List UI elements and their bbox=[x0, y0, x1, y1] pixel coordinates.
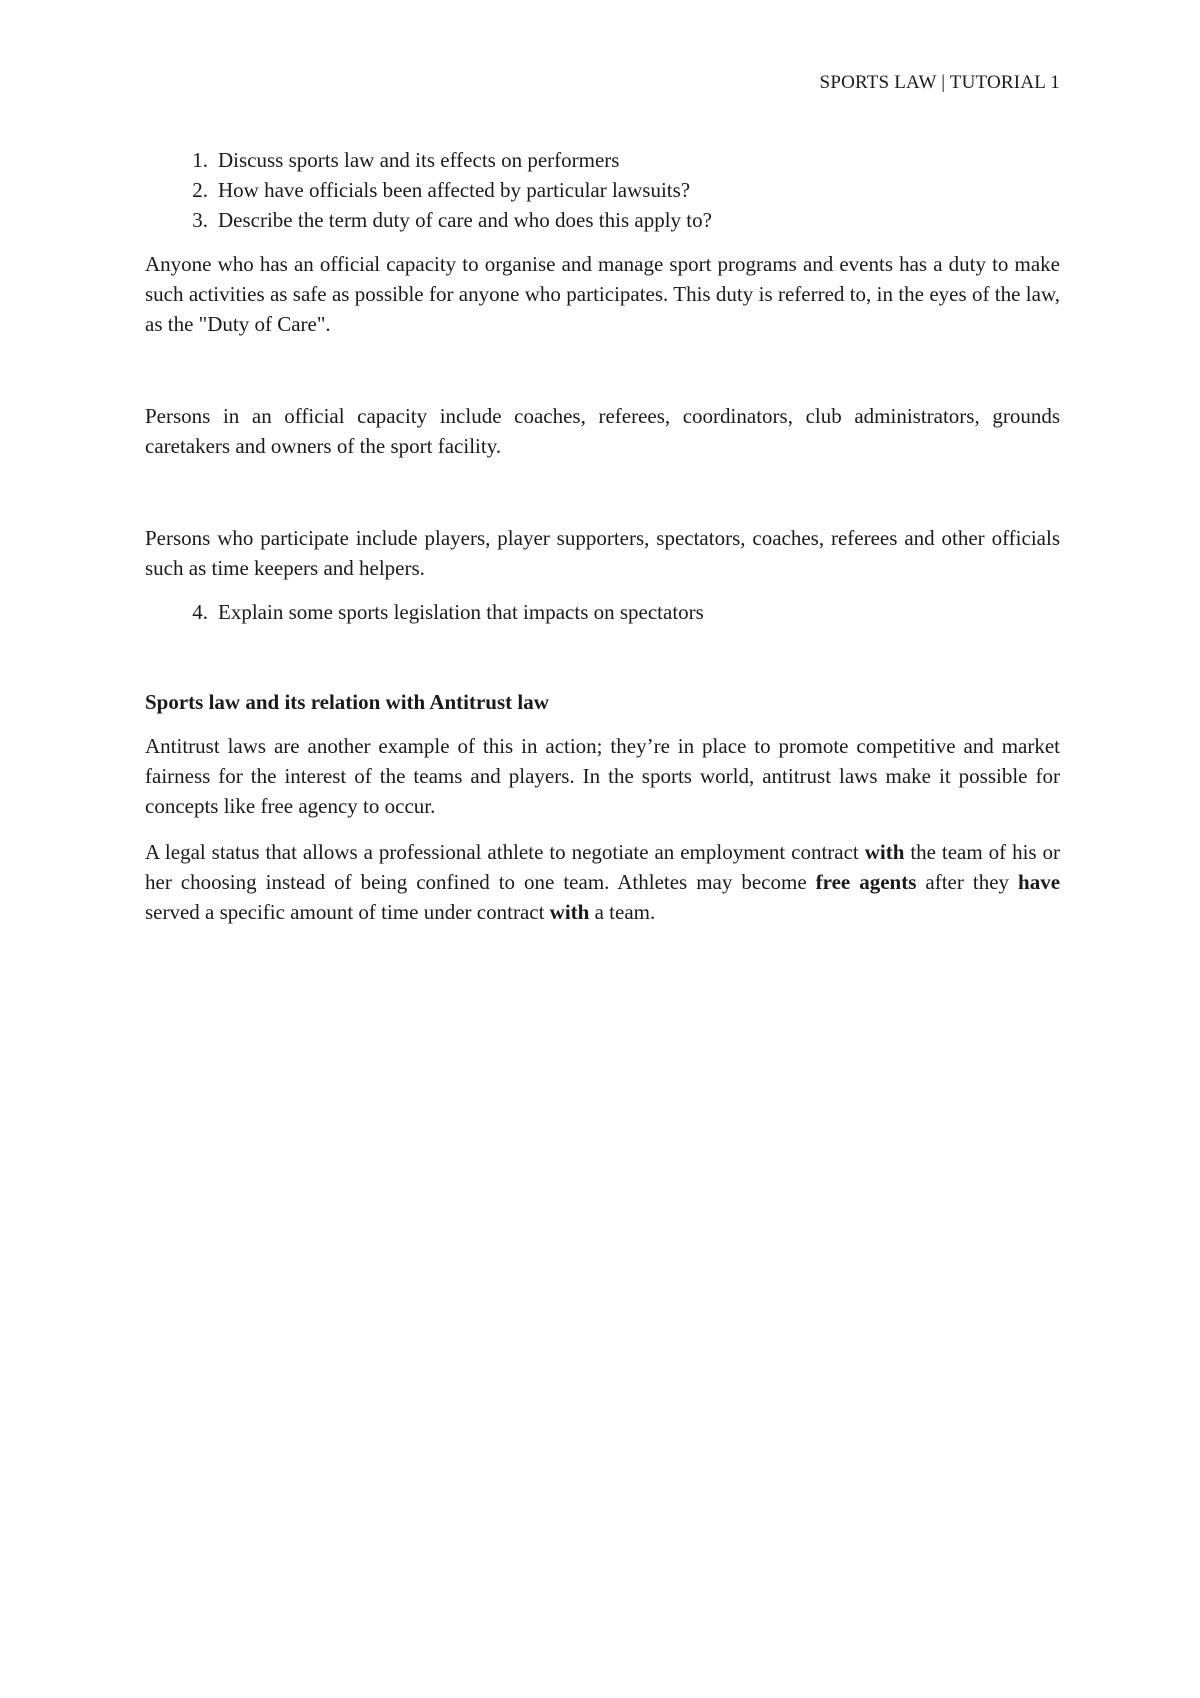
list-item bbox=[145, 145, 1060, 175]
page-header: SPORTS LAW | TUTORIAL 1 bbox=[819, 72, 1060, 93]
list-item bbox=[145, 205, 1060, 235]
text-run: after they bbox=[916, 870, 1019, 894]
text-run: a team. bbox=[589, 900, 656, 924]
question-list bbox=[145, 145, 1060, 235]
bold-text: with bbox=[864, 840, 905, 864]
question-list bbox=[145, 597, 1060, 627]
participants-paragraph: Persons who participate include players, player supporters, spectators, coaches, referees and other officials such as time keepers and helpers. bbox=[145, 526, 1060, 580]
bold-text: free agents bbox=[815, 870, 917, 894]
list-number: 2. bbox=[192, 178, 208, 202]
list-item bbox=[145, 175, 1060, 205]
list-item-text: How have officials been affected by particular lawsuits? bbox=[218, 178, 691, 202]
list-item bbox=[145, 597, 1060, 627]
list-item-text: Describe the term duty of care and who does this apply to? bbox=[218, 208, 712, 232]
duty-of-care-paragraph: Anyone who has an official capacity to organise and manage sport programs and events has a duty to make such activities as safe as possible for anyone who participates. This duty is referred to, in the eyes of the law, as the "Duty of Care". bbox=[145, 252, 1060, 336]
list-number: 4. bbox=[192, 600, 208, 624]
document-body bbox=[145, 145, 1060, 927]
list-item-text: Explain some sports legislation that impacts on spectators bbox=[218, 600, 704, 624]
text-run: served a specific amount of time under contract bbox=[145, 900, 550, 924]
text-run: the team of his or her choosing instead of being confined to one team. Athletes may become bbox=[145, 840, 1060, 894]
free-agent-paragraph bbox=[145, 837, 1060, 927]
official-capacity-paragraph: Persons in an official capacity include coaches, referees, coordinators, club administrators, grounds caretakers and owners of the sport facility. bbox=[145, 404, 1060, 458]
list-item-text: Discuss sports law and its effects on performers bbox=[218, 148, 620, 172]
bold-text: with bbox=[549, 900, 590, 924]
list-number: 3. bbox=[192, 208, 208, 232]
section-heading: Sports law and its relation with Antitrust law bbox=[145, 690, 549, 714]
text-run: A legal status that allows a professional athlete to negotiate an employment contract bbox=[145, 840, 865, 864]
antitrust-paragraph: Antitrust laws are another example of this in action; they’re in place to promote competitive and market fairness for the interest of the teams and players. In the sports world, antitrust laws make it possible for concepts like free agency to occur. bbox=[145, 734, 1060, 818]
list-number: 1. bbox=[192, 148, 208, 172]
bold-text: have bbox=[1018, 870, 1061, 894]
